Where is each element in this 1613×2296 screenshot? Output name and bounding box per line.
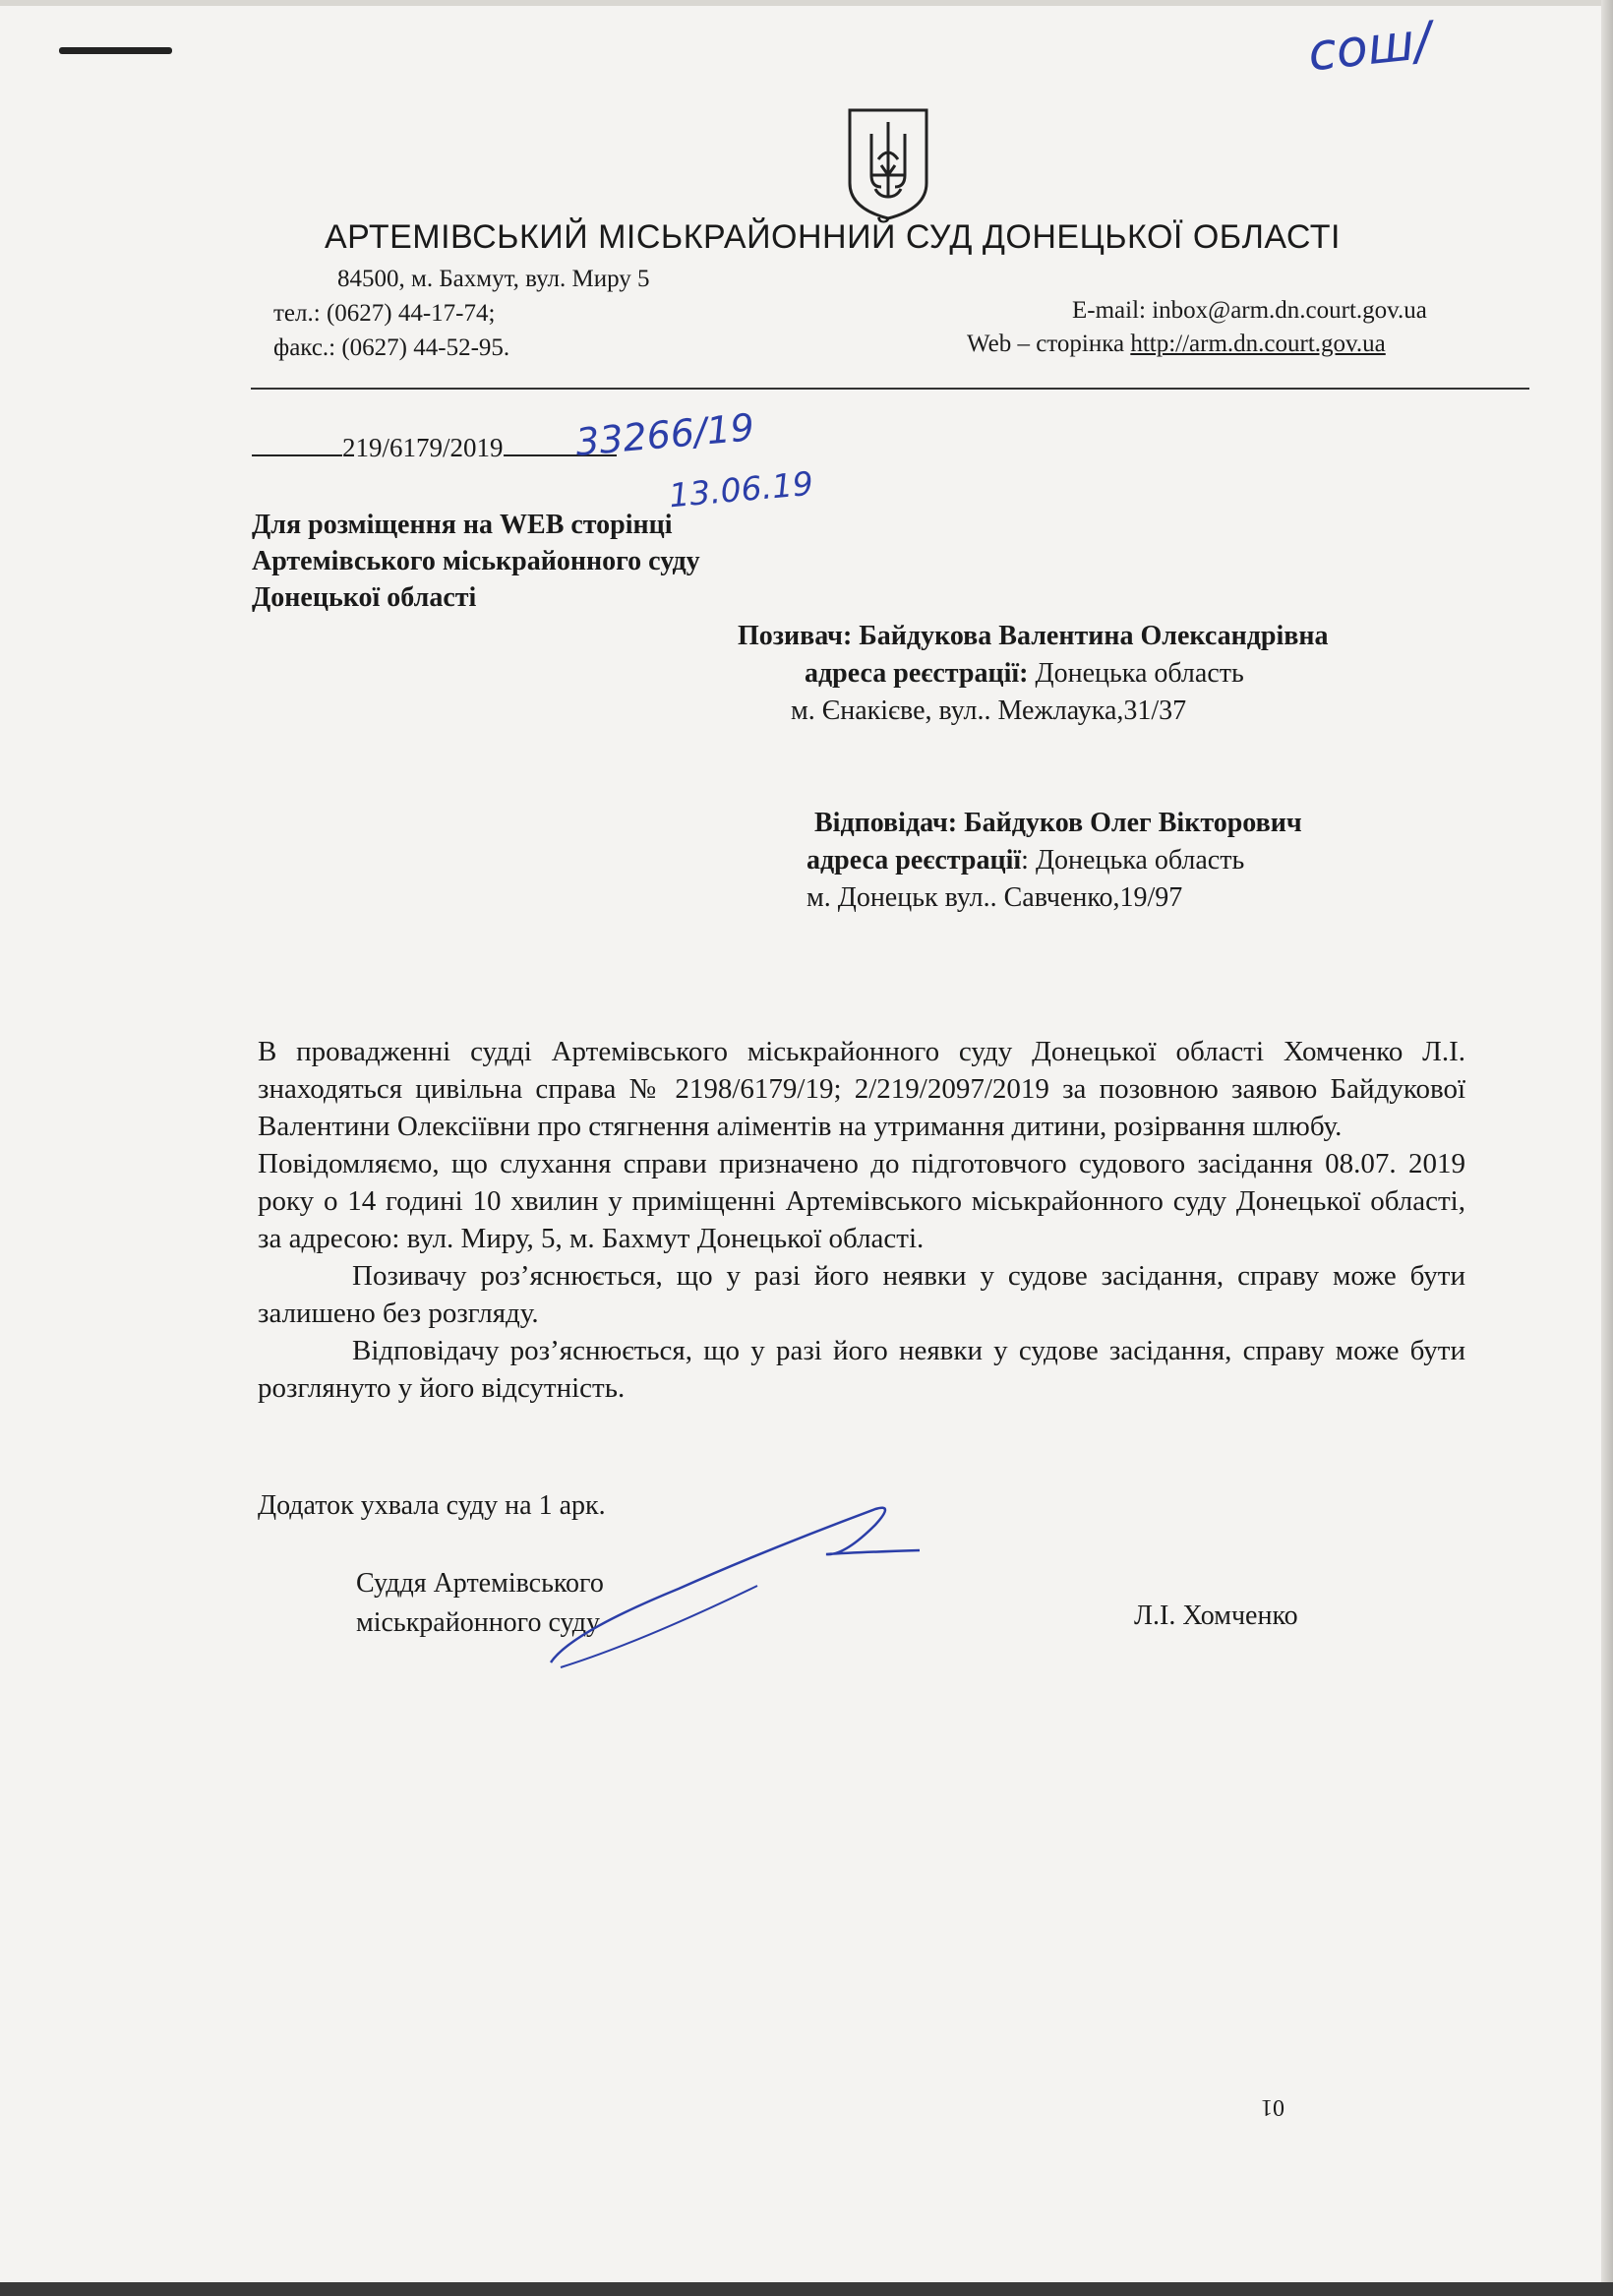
addressee-block	[252, 507, 700, 616]
handwritten-incoming-number: 33266/19	[573, 405, 756, 464]
coat-of-arms-icon	[846, 106, 930, 222]
web-label: Web – сторінка	[967, 331, 1131, 357]
plaintiff-label: Позивач:	[738, 621, 860, 651]
addressee-line: Для розміщення на WEB сторінці	[252, 510, 673, 540]
page-mark: 01	[1261, 2094, 1284, 2120]
signatory-title-line: міськрайонного суду	[356, 1607, 601, 1638]
body-paragraph: В провадженні судді Артемівського міськрайонного суду Донецької області Хомченко Л.І. знаходяться цивільна справа № 2198/6179/19; 2/219/2097/2019 за позовною заявою Байдукової Валентини Олексіївни про стягнення аліментів на утримання дитини, розірвання шлюбу.	[258, 1036, 1465, 1142]
body-paragraph: Відповідачу роз’яснюється, що у разі його неявки у судове засідання, справу може бути розглянуто у його відсутність.	[258, 1335, 1465, 1404]
registration-number-text: 219/6179/2019	[342, 433, 504, 462]
attachment-note: Додаток ухвала суду на 1 арк.	[258, 1490, 606, 1521]
handwritten-signature	[531, 1495, 944, 1672]
scan-bottom-edge	[0, 2282, 1613, 2296]
blank-line	[252, 454, 342, 456]
body-paragraph: Повідомляємо, що слухання справи призначено до підготовчого судового засідання 08.07. 2019 року о 14 годині 10 хвилин у приміщенні Артемівського міськрайонного суду Донецької області, за адресою: вул. Миру, 5, м. Бахмут Донецької області.	[258, 1148, 1465, 1254]
defendant-address-line2: м. Донецьк вул.. Савченко,19/97	[806, 882, 1183, 913]
web-url-link[interactable]: http://arm.dn.court.gov.ua	[1130, 331, 1386, 357]
plaintiff-address-line2: м. Єнакієве, вул.. Межлаука,31/37	[791, 695, 1187, 726]
notice-body	[258, 1033, 1465, 1407]
court-address: 84500, м. Бахмут, вул. Миру 5	[337, 266, 650, 292]
defendant-addr-label: адреса реєстрації	[806, 845, 1022, 876]
body-paragraph: Позивачу роз’яснюється, що у разі його неявки у судове засідання, справу може бути залишено без розгляду.	[258, 1260, 1465, 1329]
court-email: E-mail: inbox@arm.dn.court.gov.ua	[1072, 297, 1427, 324]
defendant-block	[806, 805, 1302, 917]
signatory-name: Л.І. Хомченко	[1134, 1601, 1298, 1631]
scan-top-edge	[0, 0, 1613, 6]
court-fax: факс.: (0627) 44-52-95.	[273, 334, 510, 361]
defendant-label: Відповідач:	[814, 808, 965, 838]
defendant-heading	[806, 805, 1302, 842]
defendant-name: Байдуков Олег Вікторович	[964, 808, 1302, 838]
plaintiff-address-line1	[738, 655, 1329, 693]
header-divider	[251, 388, 1529, 390]
defendant-addr-region: : Донецька область	[1021, 845, 1245, 876]
scan-right-edge	[1601, 0, 1613, 2296]
registration-number	[252, 433, 617, 463]
court-name: АРТЕМІВСЬКИЙ МІСЬКРАЙОННИЙ СУД ДОНЕЦЬКОЇ ОБЛАСТІ	[325, 218, 1341, 256]
plaintiff-name: Байдукова Валентина Олександрівна	[859, 621, 1329, 651]
defendant-address-line1	[806, 842, 1302, 879]
plaintiff-block	[738, 618, 1329, 730]
plaintiff-heading	[738, 618, 1329, 655]
addressee-line: Артемівського міськрайонного суду	[252, 546, 700, 576]
plaintiff-addr-region: Донецька область	[1028, 658, 1244, 689]
handwritten-corner-note: сош/	[1305, 11, 1435, 84]
signatory-title-line: Суддя Артемівського	[356, 1568, 604, 1599]
plaintiff-addr-label: адреса реєстрації:	[805, 658, 1029, 689]
court-web	[967, 331, 1386, 358]
court-phone: тел.: (0627) 44-17-74;	[273, 300, 496, 327]
handwritten-incoming-date: 13.06.19	[667, 463, 815, 515]
margin-dash-mark	[59, 47, 172, 54]
addressee-line: Донецької області	[252, 582, 477, 613]
